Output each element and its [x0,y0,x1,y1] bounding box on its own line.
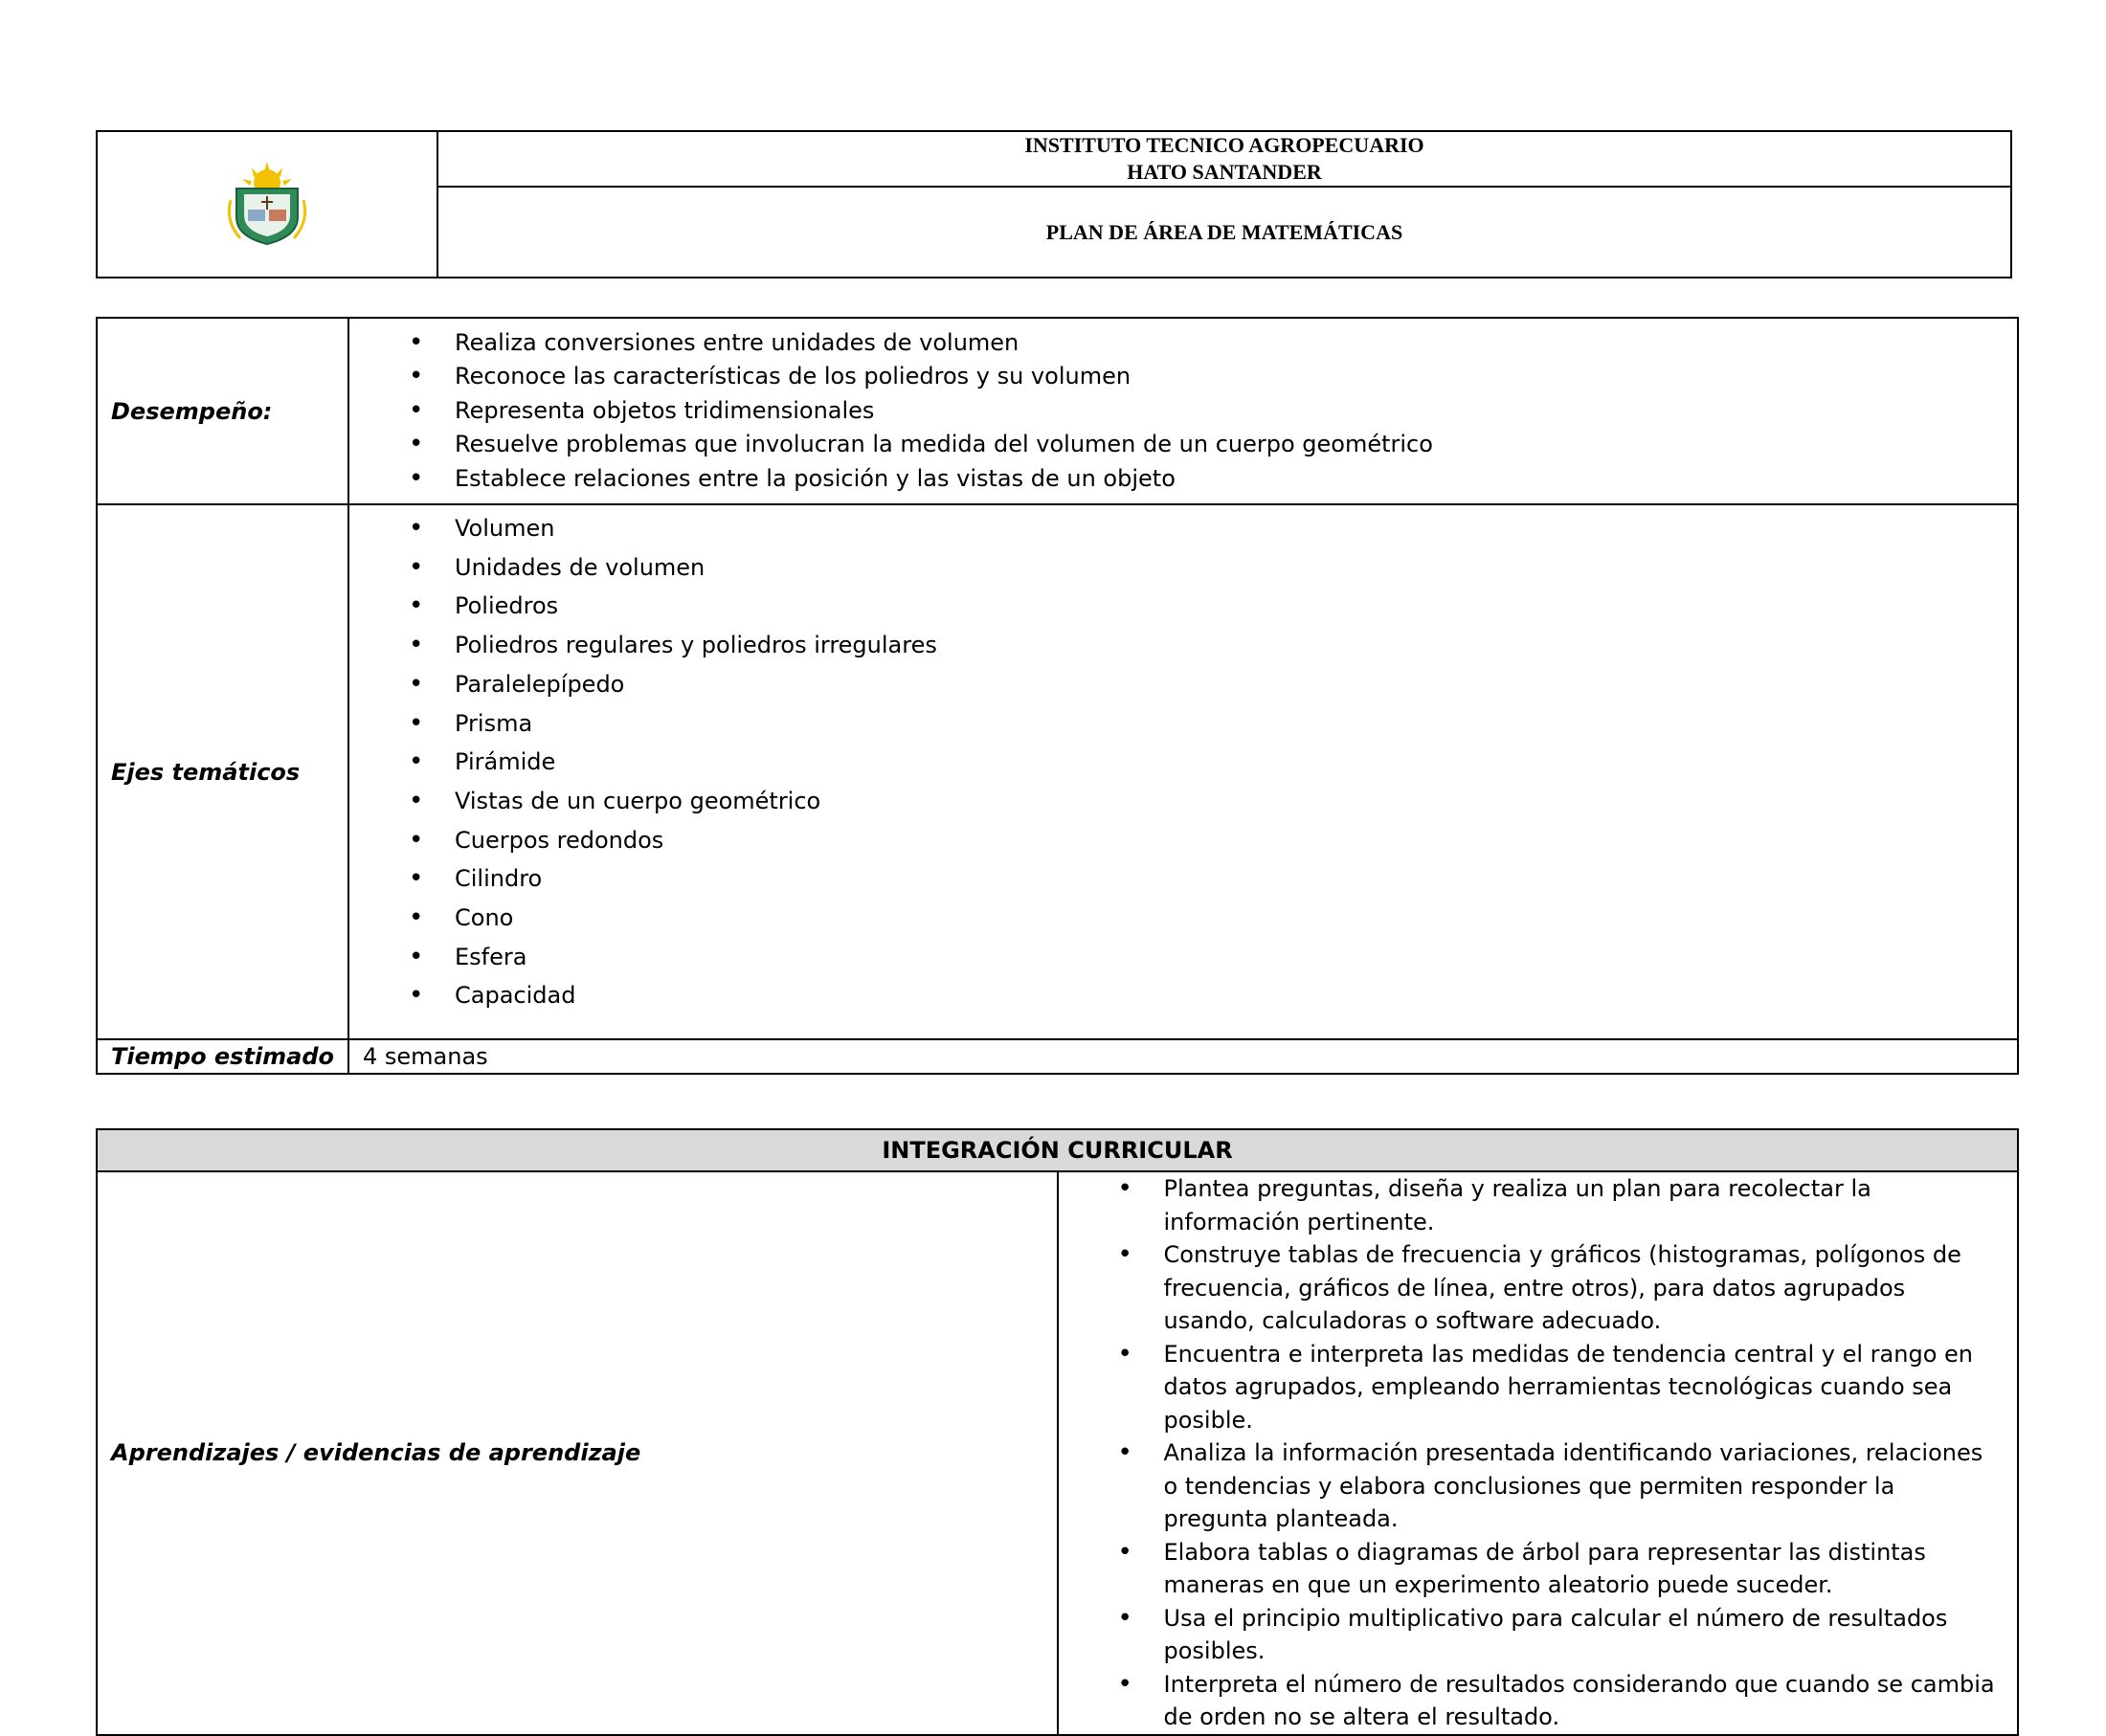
list-item: • Usa el principio multiplicativo para calcular el número de resultados posibles. [1059,1602,1997,1668]
curricular-header-row [97,1129,2018,1171]
list-item: • Elabora tablas o diagramas de árbol para representar las distintas maneras en que un experimento aleatorio puede suceder. [1059,1536,1997,1602]
desempeno-list [349,326,2017,497]
list-item: • Interpreta el número de resultados considerando que cuando se cambia de orden no se altera el resultado. [1059,1668,1997,1734]
aprendizajes-label: Aprendizajes / evidencias de aprendizaje [97,1171,1058,1735]
ejes-cell [348,504,2018,1039]
list-item: • Cuerpos redondos [349,821,2017,860]
list-item: • Establece relaciones entre la posición y las vistas de un objeto [349,462,2017,497]
list-item: • Poliedros regulares y poliedros irregulares [349,626,2017,665]
list-item: • Unidades de volumen [349,548,2017,588]
list-item: • Prisma [349,704,2017,744]
list-item: • Analiza la información presentada identificando variaciones, relaciones o tendencias y elabora conclusiones que permiten responder la pregunta planteada. [1059,1436,1997,1536]
header-title-area [438,132,2010,277]
list-item: • Capacidad [349,976,2017,1015]
desempeno-label: Desempeño: [97,318,348,504]
institution-name [438,132,2010,188]
list-item: • Paralelepípedo [349,665,2017,704]
list-item: • Pirámide [349,743,2017,782]
desempeno-cell [348,318,2018,504]
ejes-list [349,509,2017,1015]
plan-title: PLAN DE ÁREA DE MATEMÁTICAS [1045,219,1403,244]
ejes-label: Ejes temáticos [97,504,348,1039]
list-item: • Plantea preguntas, diseña y realiza un plan para recolectar la información pertinente. [1059,1172,1997,1238]
list-item: • Reconoce las características de los poliedros y su volumen [349,360,2017,394]
list-item: • Cilindro [349,859,2017,899]
list-item: • Construye tablas de frecuencia y gráficos (histogramas, polígonos de frecuencia, gráficos de línea, entre otros), para datos agrupados usando, calculadoras o software adecuado. [1059,1238,1997,1338]
school-crest-logo [219,162,315,248]
logo-cell [98,132,438,277]
tiempo-label: Tiempo estimado [97,1039,348,1074]
institution-line-1: INSTITUTO TECNICO AGROPECUARIO [1024,133,1424,157]
tiempo-row [97,1039,2018,1074]
list-item: • Vistas de un cuerpo geométrico [349,782,2017,821]
list-item: • Representa objetos tridimensionales [349,394,2017,429]
desempeno-row [97,318,2018,504]
list-item: • Resuelve problemas que involucran la medida del volumen de un cuerpo geométrico [349,428,2017,462]
list-item: • Cono [349,899,2017,938]
list-item: • Esfera [349,938,2017,977]
aprendizajes-row [97,1171,2018,1735]
curricular-table [96,1128,2019,1736]
content-table [96,317,2019,1075]
aprendizajes-cell [1058,1171,2019,1735]
tiempo-value: 4 semanas [348,1039,2018,1074]
document-header [96,130,2012,278]
list-item: • Volumen [349,509,2017,548]
aprendizajes-list [1059,1172,1997,1734]
institution-line-2: HATO SANTANDER [1127,160,1322,184]
list-item: • Realiza conversiones entre unidades de volumen [349,326,2017,361]
ejes-row [97,504,2018,1039]
curricular-header: INTEGRACIÓN CURRICULAR [97,1129,2018,1171]
list-item: • Encuentra e interpreta las medidas de tendencia central y el rango en datos agrupados, empleando herramientas tecnológicas cuando sea posible. [1059,1338,1997,1437]
list-item: • Poliedros [349,587,2017,626]
